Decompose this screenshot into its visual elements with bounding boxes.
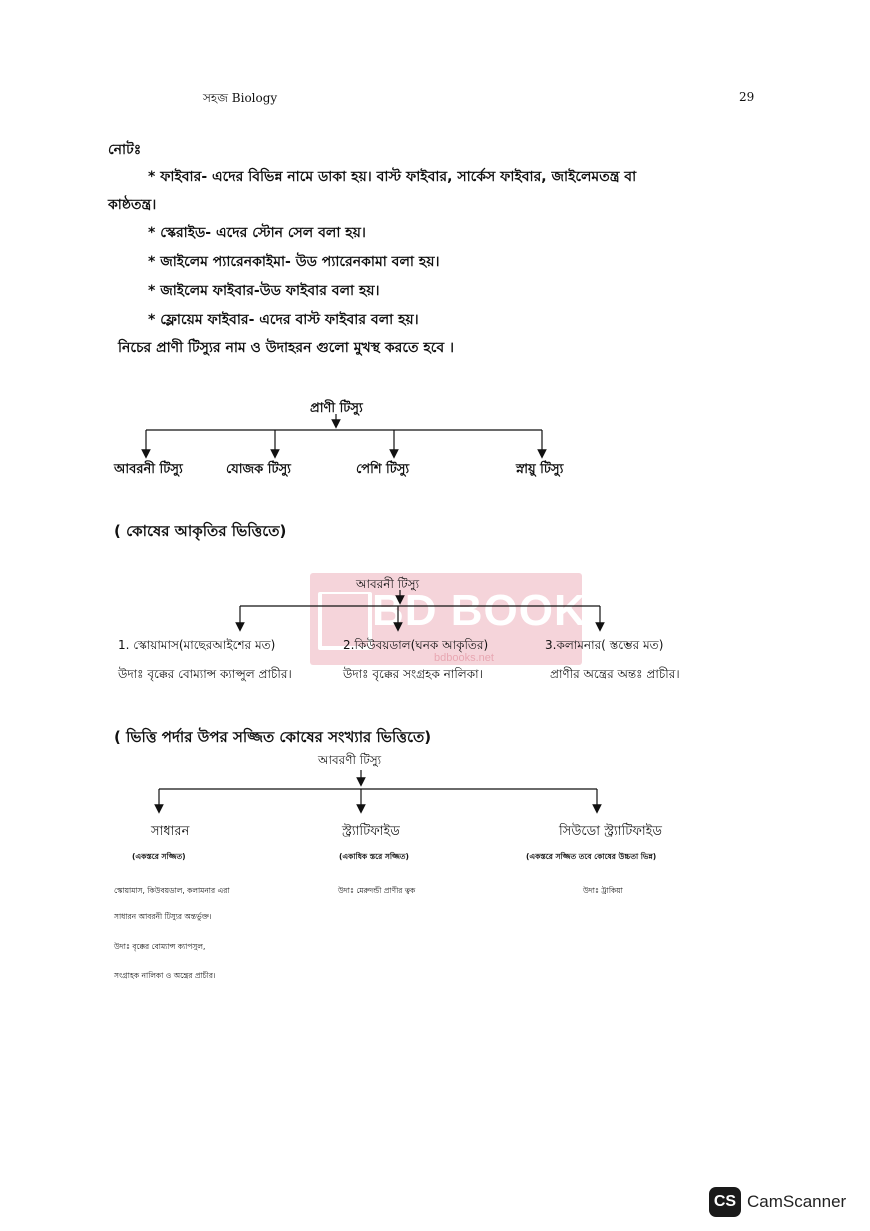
section3-child-3: সিউডো স্ট্র্যাটিফাইড	[559, 824, 662, 839]
section3-child-1: সাধারন	[151, 824, 190, 839]
section2-root: আবরনী টিস্যু	[356, 577, 420, 591]
simple-note-2: সাধারন আবরনী টিস্যুর অন্তর্ভুক্ত।	[114, 912, 212, 921]
tree3-lines	[159, 770, 597, 809]
tree1-child-2: যোজক টিস্যু	[226, 462, 291, 477]
note-line-5: * ফ্লোয়েম ফাইবার- এদের বাস্ট ফাইবার বলা হয়।	[148, 312, 419, 328]
section3-subnote-2: (একাধিক স্তরে সজ্জিত)	[339, 852, 409, 861]
note-line-4: * জাইলেম ফাইবার-উড ফাইবার বলা হয়।	[148, 283, 380, 299]
camscanner-logo: CS	[709, 1187, 741, 1217]
simple-note-3: উদাঃ বৃক্কের বোম্যান্স ক্যাপসুল,	[114, 942, 206, 951]
tree1-child-3: পেশি টিস্যু	[356, 462, 410, 477]
tree1-root: প্রাণী টিস্যু	[310, 401, 363, 416]
section2-example-1: উদাঃ বৃক্কের বোম্যান্স ক্যাপ্সুল প্রাচীর।	[118, 667, 292, 681]
note-line-1: * ফাইবার- এদের বিভিন্ন নামে ডাকা হয়। বাস্ট ফাইবার, সার্কেস ফাইবার, জাইলেমতন্ত্র বা	[148, 169, 637, 185]
tree1-lines	[146, 414, 542, 454]
section2-child-2: 2.কিউবয়ডাল(ঘনক আকৃতির)	[343, 638, 489, 652]
section3-subnote-1: (একস্তরে সজ্জিত)	[132, 852, 186, 861]
section3-example-3: উদাঃ ট্রাকিয়া	[583, 886, 623, 895]
note-heading: নোটঃ	[108, 142, 142, 158]
page-number: 29	[739, 90, 755, 104]
section3-subnote-3: (একস্তরে সজ্জিত তবে কোষের উচ্চতা ভিন্ন)	[526, 852, 657, 861]
section2-child-1: 1. স্কোয়ামাস(মাছেরআইশের মত)	[118, 638, 276, 652]
section3-heading: ( ভিত্তি পর্দার উপর সজ্জিত কোষের সংখ্যার ভিত্তিতে)	[114, 728, 432, 746]
section2-child-3: 3.কলামনার( স্তম্ভের মত)	[545, 638, 664, 652]
watermark-text: BD BOOKS	[372, 586, 618, 635]
note-line-3: * জাইলেম প্যারেনকাইমা- উড প্যারেনকামা বলা হয়।	[148, 254, 440, 270]
tree2-lines	[240, 590, 600, 627]
section2-example-3: প্রাণীর অন্ত্রের অন্তঃ প্রাচীর।	[550, 667, 680, 681]
book-title: সহজ Biology	[203, 91, 278, 105]
section3-example-2: উদাঃ মেরুদন্ডী প্রাণীর ত্বক	[338, 886, 416, 895]
watermark-url: bdbooks.net	[434, 652, 494, 664]
note-line-2: * স্কেরাইড- এদের স্টোন সেল বলা হয়।	[148, 225, 366, 241]
section3-child-2: স্ট্র্যাটিফাইড	[342, 824, 400, 839]
section2-heading: ( কোষের আকৃতির ভিত্তিতে)	[114, 522, 287, 540]
simple-note-1: স্কোয়ামাস, কিউবয়ডাল, কলামনার এরা	[114, 886, 230, 895]
note-line-1-cont: কাষ্ঠতন্ত্র।	[108, 197, 157, 213]
camscanner-brand: CamScanner	[747, 1192, 847, 1211]
section2-example-2: উদাঃ বৃক্কের সংগ্রহক নালিকা।	[343, 667, 483, 681]
tree1-child-4: স্নায়ু টিস্যু	[516, 462, 564, 477]
tree1-child-1: আবরনী টিস্যু	[114, 462, 183, 477]
instruction-line: নিচের প্রাণী টিস্যুর নাম ও উদাহরন গুলো মুখস্থ করতে হবে ।	[118, 340, 455, 356]
simple-note-4: সংগ্রাহক নালিকা ও অন্ত্রের প্রাচীর।	[114, 971, 216, 980]
section3-root: আবরণী টিস্যু	[318, 753, 382, 767]
